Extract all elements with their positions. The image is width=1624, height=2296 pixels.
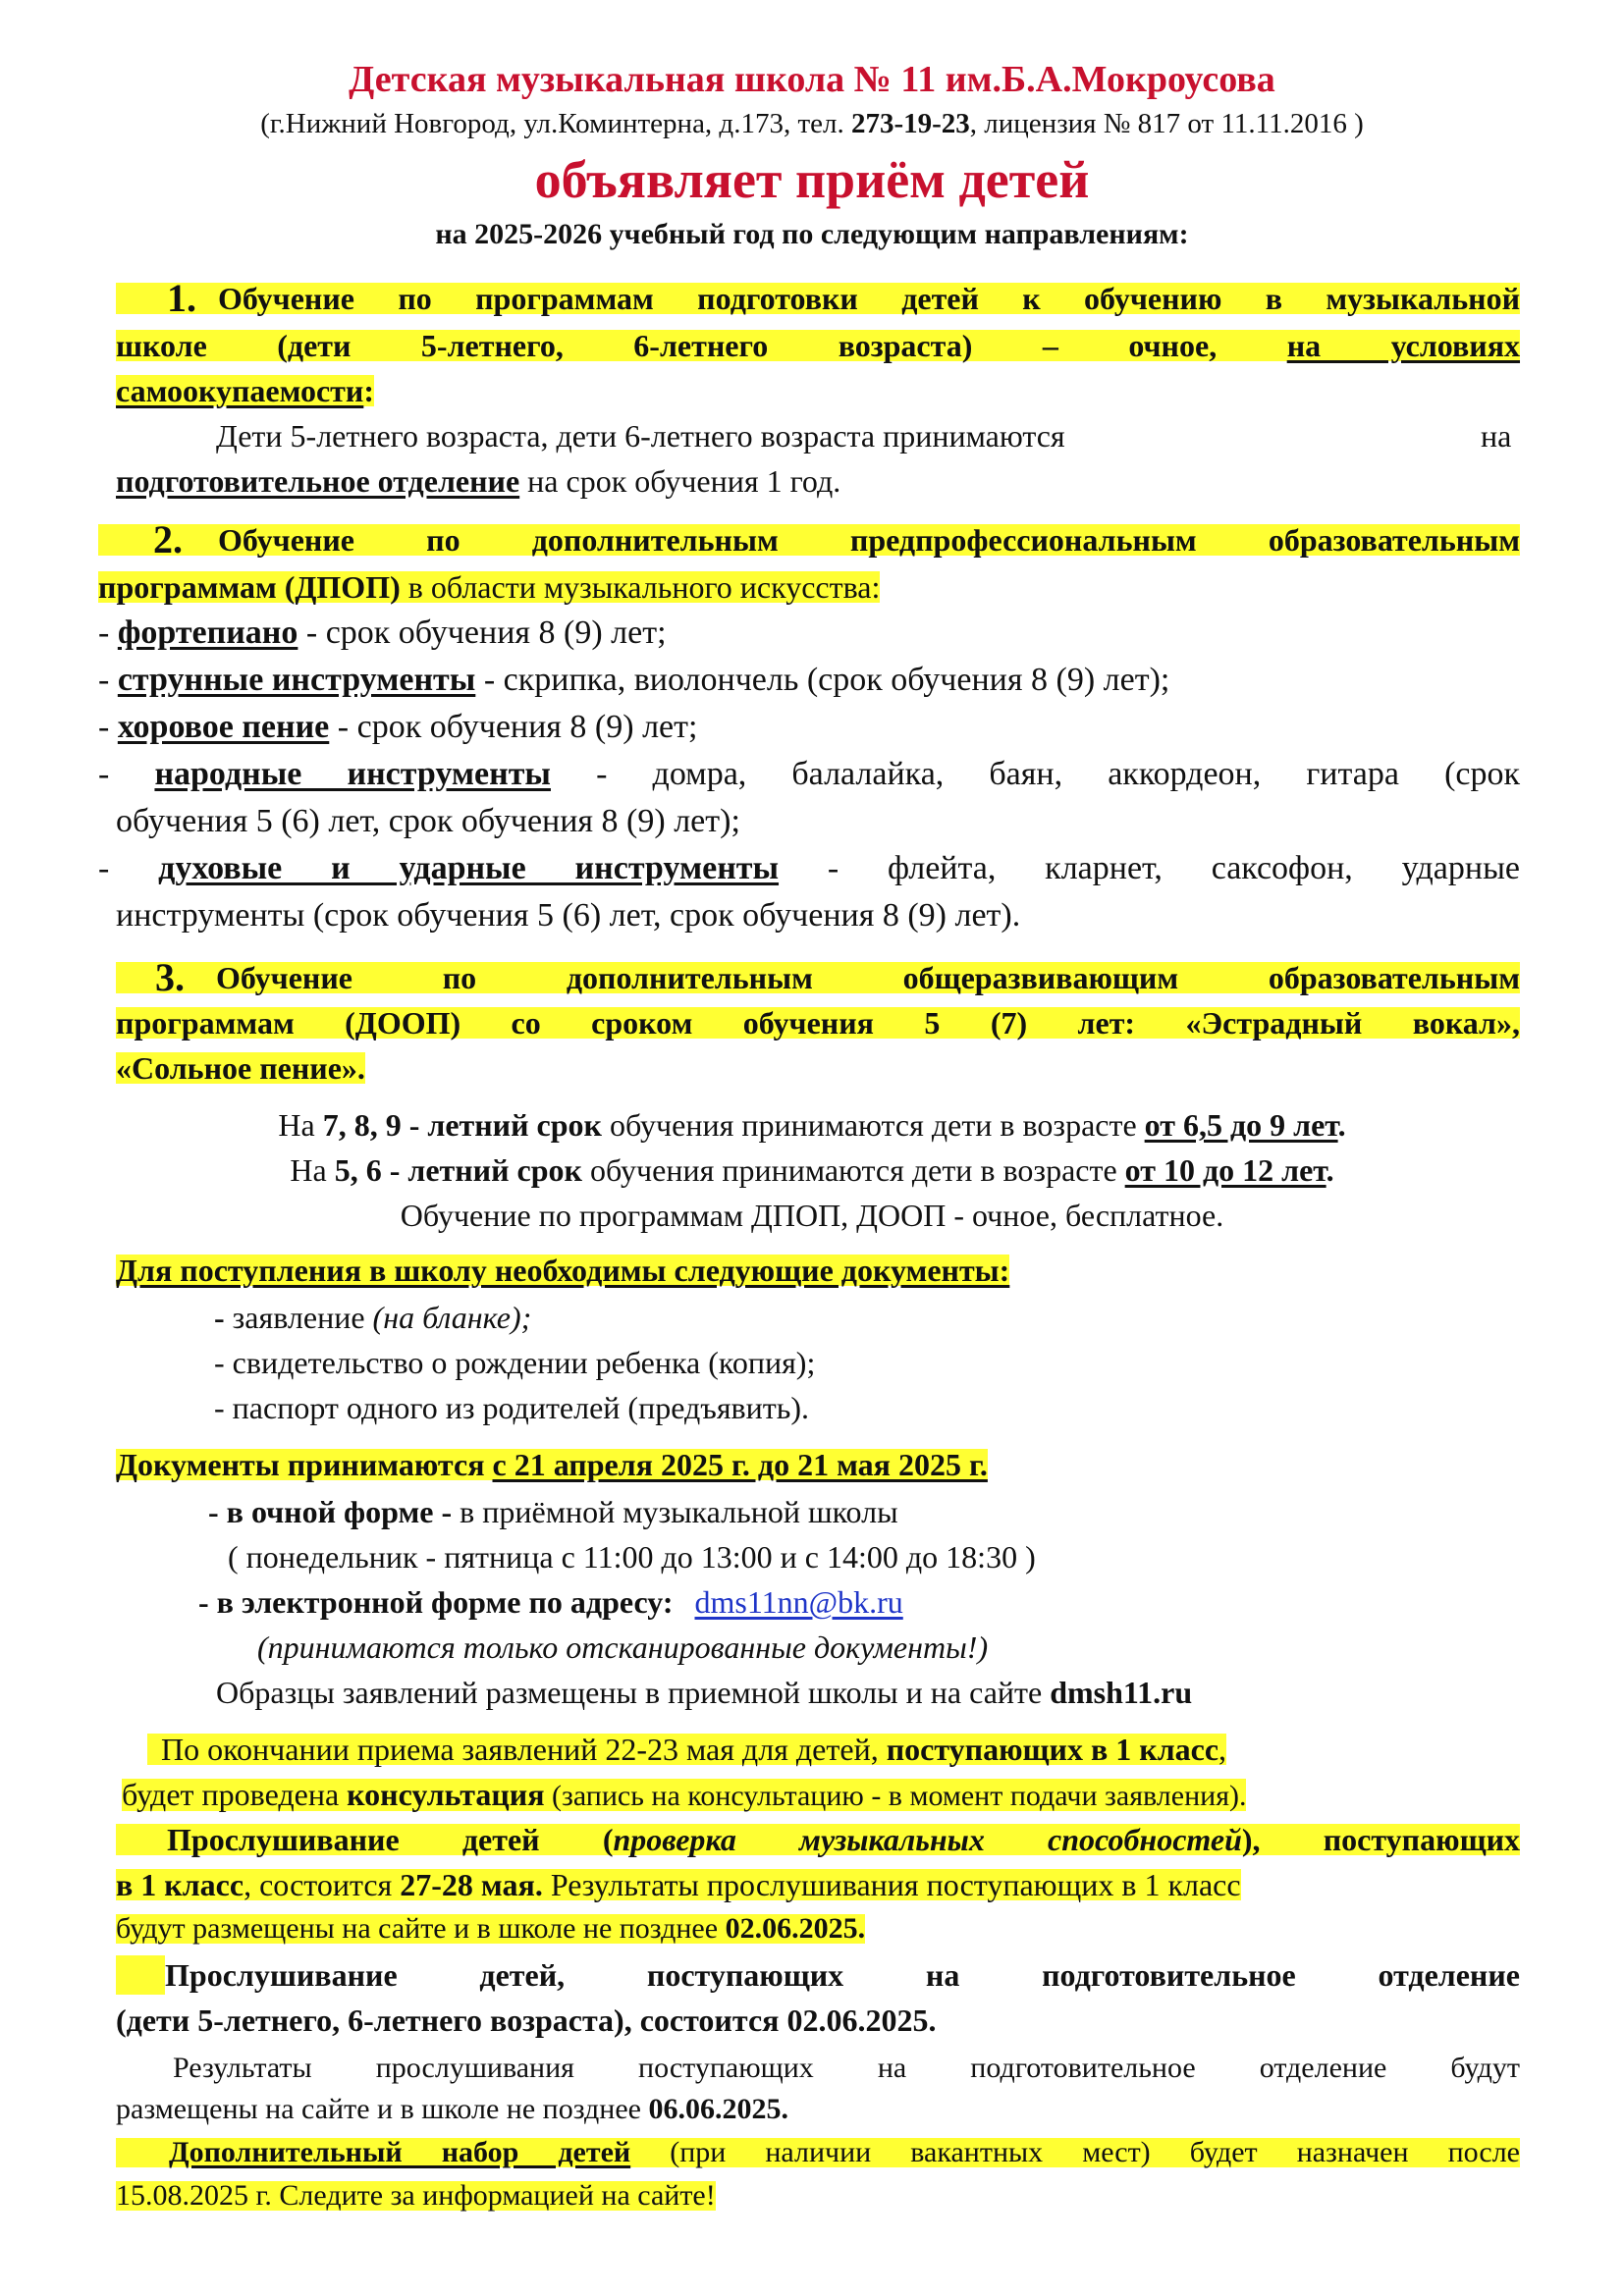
terms-mid: обучения принимаются дети в возрасте (601, 1107, 1145, 1143)
dpop-area: в области музыкального искусства: (400, 569, 881, 605)
consult-text2: будет проведена (122, 1777, 348, 1812)
section1-title1: Обучение по программам подготовки детей к обучению в музыкальной (218, 281, 1520, 316)
terms-na: На (290, 1152, 335, 1188)
section3-number: 3. (155, 955, 185, 999)
terms-na: На (278, 1107, 323, 1143)
instrument-details: - срок обучения 8 (9) лет; (298, 614, 667, 651)
terms-age1: от 6,5 до 9 лет (1144, 1107, 1338, 1143)
audition1-deadline: 02.06.2025. (725, 1912, 866, 1945)
list-item (98, 852, 1520, 885)
consult-comma: , (1218, 1732, 1227, 1767)
phone-number: 273-19-23 (850, 108, 970, 139)
electronic-form (198, 1586, 903, 1618)
audition1-line2 (116, 1869, 1241, 1900)
terms-long: 7, 8, 9 - летний срок (322, 1107, 602, 1143)
list-dash: - (98, 662, 118, 698)
consult-line2 (122, 1779, 1246, 1811)
extra-enrollment: Дополнительный набор детей (169, 2136, 631, 2168)
electronic-label: - в электронной форме по адресу: (198, 1584, 674, 1620)
instrument-name: струнные инструменты (117, 662, 476, 698)
terms-line2 (0, 1154, 1624, 1186)
audition1-posted: будут размещены на сайте и в школе не позднее (116, 1912, 726, 1945)
school-name: Детская музыкальная школа № 11 им.Б.А.Мокроусова (349, 59, 1275, 100)
section2-number: 2. (153, 517, 183, 561)
consult-note: (запись на консультацию - в момент подачи заявления). (544, 1780, 1247, 1812)
self-financing-word: самоокупаемости (116, 373, 364, 408)
list-item-continuation: инструменты (срок обучения 5 (6) лет, срок обучения 8 (9) лет). (116, 897, 1021, 934)
audition2-line2: (дети 5-летнего, 6-летнего возраста), состоится 02.06.2025. (116, 2002, 937, 2038)
list-item (98, 758, 1520, 791)
list-dash: - (98, 709, 118, 745)
colon: : (363, 373, 374, 408)
list-dash: - (98, 756, 155, 792)
audition2-deadline: 06.06.2025. (648, 2093, 788, 2125)
document-item (214, 1302, 531, 1333)
samples-text: Образцы заявлений размещены в приемной школы и на сайте (216, 1675, 1051, 1710)
instrument-details: - домра, балалайка, баян, аккордеон, гитара (срок (550, 756, 1520, 792)
audition2-posted: размещены на сайте и в школе не позднее (116, 2093, 649, 2125)
terms-dot: . (1326, 1152, 1334, 1188)
list-item-continuation: обучения 5 (6) лет, срок обучения 8 (9) лет); (116, 803, 740, 839)
website-name: dmsh11.ru (1050, 1675, 1193, 1710)
first-grade: в 1 класс (116, 1867, 244, 1902)
address-prefix: (г.Нижний Новгород, ул.Коминтерна, д.173, тел. (260, 108, 851, 139)
instrument-name: духовые и ударные инструменты (158, 850, 780, 886)
consult-first-grade: поступающих в 1 класс (886, 1732, 1219, 1767)
email-link[interactable]: dms11nn@bk.ru (694, 1584, 903, 1620)
section2-title1: Обучение по дополнительным предпрофессиональным образовательным (218, 522, 1520, 558)
section1-para-line1-end: на (1481, 418, 1512, 454)
section1-line3 (116, 375, 374, 406)
section1-title2: школе (дети 5-летнего, 6-летнего возраста) – очное, (116, 328, 1218, 363)
prep-term: на срок обучения 1 год. (519, 463, 841, 499)
section1-number: 1. (167, 276, 196, 320)
section3-line2: программам (ДООП) со сроком обучения 5 (7) лет: «Эстрадный вокал», (116, 1005, 1520, 1041)
section2-line1 (98, 517, 1520, 561)
acceptance-dates: с 21 апреля 2025 г. до 21 мая 2025 г. (492, 1447, 988, 1482)
terms-line3: Обучение по программам ДПОП, ДООП - очное, бесплатное. (400, 1198, 1224, 1233)
announcement-subtitle: на 2025-2026 учебный год по следующим направлениям: (435, 218, 1189, 250)
school-address (0, 110, 1624, 138)
section1-line2 (116, 330, 1520, 361)
list-item (98, 664, 1169, 697)
documents-heading: Для поступления в школу необходимы следующие документы: (116, 1253, 1010, 1288)
audition1-line1 (116, 1824, 1520, 1855)
scan-note: (принимаются только отсканированные документы!) (257, 1629, 989, 1665)
dpop-label: программам (ДПОП) (98, 569, 401, 605)
in-person-label: - в очной форме - (208, 1494, 453, 1529)
acceptance-label: Документы принимаются (116, 1447, 493, 1482)
document-item: - паспорт одного из родителей (предъявить). (214, 1390, 809, 1425)
audition2-line3: Результаты прослушивания поступающих на подготовительное отделение будут (173, 2052, 1520, 2084)
section1-para-line1: Дети 5-летнего возраста, дети 6-летнего возраста принимаются (216, 418, 1065, 454)
terms-short: 5, 6 - летний срок (334, 1152, 582, 1188)
section3-title1: Обучение по дополнительным общеразвивающим образовательным (216, 960, 1520, 995)
instrument-name: хоровое пение (117, 709, 330, 745)
audition1-a: Прослушивание детей ( (167, 1822, 614, 1857)
list-item (98, 711, 697, 744)
consult-line1 (147, 1734, 1226, 1765)
section1-line1 (116, 276, 1520, 320)
audition1-takes: , состоится (244, 1867, 401, 1902)
instrument-name: народные инструменты (154, 756, 551, 792)
audition1-c: ), поступающих (1241, 1822, 1521, 1857)
terms-age2: от 10 до 12 лет (1124, 1152, 1326, 1188)
self-financing-underlined: на условиях (1286, 328, 1521, 363)
terms-dot: . (1337, 1107, 1346, 1143)
list-dash: - (214, 1300, 233, 1335)
audition2-line1: Прослушивание детей, поступающих на подготовительное отделение (165, 1957, 1520, 1993)
terms-mid: обучения принимаются дети в возрасте (581, 1152, 1125, 1188)
audition2-line4 (116, 2095, 788, 2124)
consult-word: консультация (347, 1777, 545, 1812)
list-dash: - (98, 614, 118, 651)
audition1-line3 (116, 1914, 865, 1944)
document-name: заявление (232, 1300, 373, 1335)
consult-text: По окончании приема заявлений 22-23 мая для детей, (161, 1732, 887, 1767)
instrument-details: - срок обучения 8 (9) лет; (329, 709, 698, 745)
section2-line2 (98, 571, 880, 603)
section1-para-line2 (116, 465, 840, 497)
announcement-title: объявляет приём детей (534, 150, 1090, 209)
in-person-place: в приёмной музыкальной школы (452, 1494, 898, 1529)
samples-note (216, 1677, 1192, 1708)
audition1-results: Результаты прослушивания поступающих в 1 класс (542, 1867, 1241, 1902)
section3-line1 (116, 955, 1520, 999)
extra-condition: (при наличии вакантных мест) будет назначен после (630, 2136, 1520, 2168)
list-dash: - (98, 850, 159, 886)
document-item: - свидетельство о рождении ребенка (копия); (214, 1345, 816, 1380)
address-suffix: , лицензия № 817 от 11.11.2016 ) (969, 108, 1364, 139)
instrument-details: - скрипка, виолончель (срок обучения 8 (9) лет); (475, 662, 1170, 698)
instrument-name: фортепиано (117, 614, 298, 651)
extra-line2: 15.08.2025 г. Следите за информацией на сайте! (116, 2179, 716, 2212)
instrument-details: - флейта, кларнет, саксофон, ударные (779, 850, 1520, 886)
office-hours: ( понедельник - пятница с 11:00 до 13:00 и с 14:00 до 18:30 ) (228, 1539, 1036, 1575)
document-note: (на бланке); (372, 1300, 532, 1335)
terms-line1 (0, 1109, 1624, 1141)
extra-line1 (116, 2138, 1520, 2167)
audition2-marker (116, 1955, 165, 1995)
in-person-form (208, 1496, 898, 1527)
audition1-dates: 27-28 мая. (400, 1867, 543, 1902)
prep-department: подготовительное отделение (116, 463, 520, 499)
section3-line3: «Сольное пение». (116, 1050, 365, 1086)
audition1-check: проверка музыкальных способностей (613, 1822, 1242, 1857)
acceptance-heading (116, 1449, 988, 1480)
list-item (98, 616, 667, 650)
